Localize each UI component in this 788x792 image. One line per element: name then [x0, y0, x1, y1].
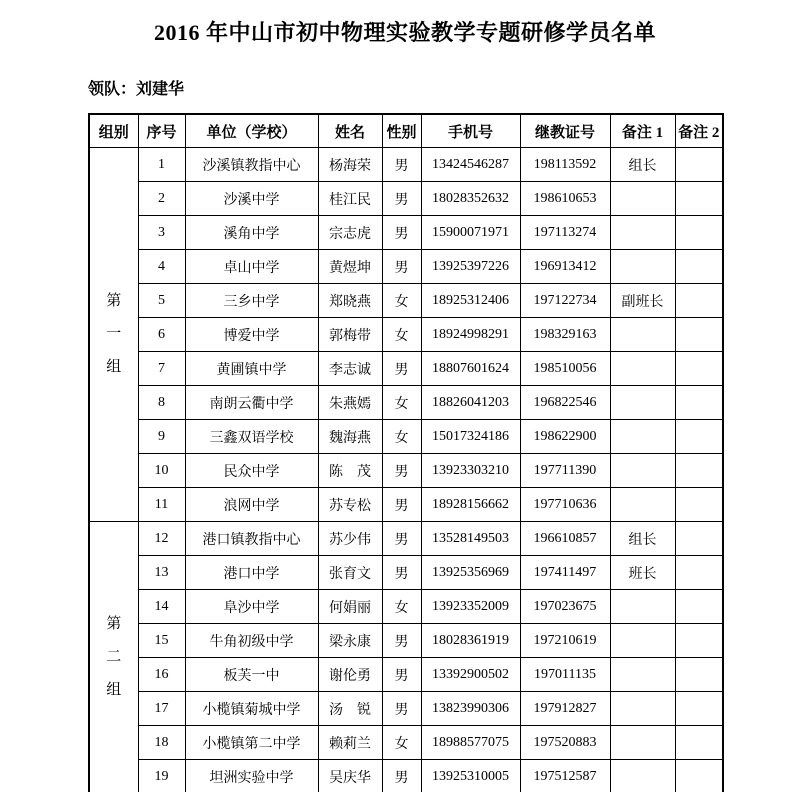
table-row [89, 658, 723, 692]
cell-note2 [675, 420, 723, 454]
cell-phone: 13925397226 [421, 250, 520, 284]
cell-gender: 男 [382, 522, 421, 556]
group-label-cell [89, 148, 138, 522]
cell-note1 [610, 216, 675, 250]
cell-phone: 13923352009 [421, 590, 520, 624]
cell-note1 [610, 658, 675, 692]
cell-school: 牛角初级中学 [185, 624, 318, 658]
cell-cert: 197411497 [520, 556, 610, 590]
cell-cert: 197520883 [520, 726, 610, 760]
cell-no: 14 [138, 590, 185, 624]
cell-no: 4 [138, 250, 185, 284]
cell-note1 [610, 760, 675, 792]
header-group: 组别 [89, 114, 138, 148]
cell-note2 [675, 692, 723, 726]
cell-name: 宗志虎 [318, 216, 382, 250]
cell-school: 黄圃镇中学 [185, 352, 318, 386]
cell-phone: 18925312406 [421, 284, 520, 318]
cell-note2 [675, 352, 723, 386]
table-row [89, 726, 723, 760]
table-row [89, 454, 723, 488]
cell-note1 [610, 590, 675, 624]
header-note1: 备注 1 [610, 114, 675, 148]
group-label-cell [89, 522, 138, 792]
cell-cert: 197210619 [520, 624, 610, 658]
header-cert: 继教证号 [520, 114, 610, 148]
cell-school: 三乡中学 [185, 284, 318, 318]
cell-note2 [675, 556, 723, 590]
header-name: 姓名 [318, 114, 382, 148]
cell-gender: 女 [382, 420, 421, 454]
cell-no: 5 [138, 284, 185, 318]
cell-phone: 18807601624 [421, 352, 520, 386]
cell-cert: 197512587 [520, 760, 610, 792]
cell-cert: 196610857 [520, 522, 610, 556]
cell-cert: 196913412 [520, 250, 610, 284]
table-row [89, 148, 723, 182]
cell-note2 [675, 216, 723, 250]
cell-no: 13 [138, 556, 185, 590]
cell-name: 赖莉兰 [318, 726, 382, 760]
cell-cert: 196822546 [520, 386, 610, 420]
cell-no: 19 [138, 760, 185, 792]
cell-cert: 197023675 [520, 590, 610, 624]
cell-gender: 男 [382, 692, 421, 726]
cell-phone: 13823990306 [421, 692, 520, 726]
table-row [89, 522, 723, 556]
cell-school: 板芙一中 [185, 658, 318, 692]
table-row [89, 284, 723, 318]
cell-school: 港口中学 [185, 556, 318, 590]
table-row [89, 182, 723, 216]
cell-note2 [675, 182, 723, 216]
table-row [89, 250, 723, 284]
cell-gender: 男 [382, 352, 421, 386]
cell-cert: 197912827 [520, 692, 610, 726]
cell-name: 苏专松 [318, 488, 382, 522]
cell-note1 [610, 624, 675, 658]
cell-gender: 女 [382, 590, 421, 624]
header-no: 序号 [138, 114, 185, 148]
cell-school: 沙溪中学 [185, 182, 318, 216]
cell-no: 16 [138, 658, 185, 692]
roster-table [88, 113, 724, 792]
cell-note1 [610, 318, 675, 352]
cell-no: 10 [138, 454, 185, 488]
cell-cert: 197710636 [520, 488, 610, 522]
cell-school: 卓山中学 [185, 250, 318, 284]
page-title: 2016 年中山市初中物理实验教学专题研修学员名单 [153, 20, 656, 45]
cell-school: 溪角中学 [185, 216, 318, 250]
cell-gender: 男 [382, 556, 421, 590]
cell-note2 [675, 726, 723, 760]
table-row [89, 216, 723, 250]
cell-gender: 男 [382, 148, 421, 182]
cell-cert: 198510056 [520, 352, 610, 386]
cell-school: 港口镇教指中心 [185, 522, 318, 556]
cell-note1 [610, 250, 675, 284]
cell-note2 [675, 624, 723, 658]
cell-note2 [675, 148, 723, 182]
cell-school: 三鑫双语学校 [185, 420, 318, 454]
cell-cert: 197011135 [520, 658, 610, 692]
cell-note1: 班长 [610, 556, 675, 590]
header-phone: 手机号 [421, 114, 520, 148]
cell-no: 9 [138, 420, 185, 454]
cell-gender: 男 [382, 454, 421, 488]
cell-cert: 197113274 [520, 216, 610, 250]
cell-phone: 15017324186 [421, 420, 520, 454]
cell-name: 陈 茂 [318, 454, 382, 488]
cell-phone: 18928156662 [421, 488, 520, 522]
cell-school: 沙溪镇教指中心 [185, 148, 318, 182]
cell-note1 [610, 352, 675, 386]
cell-name: 汤 锐 [318, 692, 382, 726]
cell-note1 [610, 182, 675, 216]
cell-phone: 18988577075 [421, 726, 520, 760]
cell-no: 6 [138, 318, 185, 352]
cell-gender: 男 [382, 658, 421, 692]
cell-phone: 18924998291 [421, 318, 520, 352]
cell-no: 17 [138, 692, 185, 726]
cell-name: 黄煜坤 [318, 250, 382, 284]
cell-gender: 男 [382, 216, 421, 250]
cell-note2 [675, 454, 723, 488]
cell-gender: 男 [382, 488, 421, 522]
cell-school: 南朗云衢中学 [185, 386, 318, 420]
cell-name: 张育文 [318, 556, 382, 590]
cell-note2 [675, 386, 723, 420]
cell-phone: 18028352632 [421, 182, 520, 216]
table-row [89, 352, 723, 386]
cell-cert: 198113592 [520, 148, 610, 182]
cell-cert: 197711390 [520, 454, 610, 488]
cell-phone: 13925310005 [421, 760, 520, 792]
header-row [89, 114, 723, 148]
cell-phone: 13392900502 [421, 658, 520, 692]
cell-cert: 198610653 [520, 182, 610, 216]
cell-no: 3 [138, 216, 185, 250]
cell-school: 阜沙中学 [185, 590, 318, 624]
cell-name: 梁永康 [318, 624, 382, 658]
table-header [89, 114, 723, 148]
cell-name: 郑晓燕 [318, 284, 382, 318]
cell-no: 8 [138, 386, 185, 420]
table-row [89, 692, 723, 726]
cell-note2 [675, 250, 723, 284]
cell-note2 [675, 522, 723, 556]
leader-label: 领队：刘建华 [88, 81, 185, 98]
table-row [89, 420, 723, 454]
cell-note2 [675, 760, 723, 792]
cell-name: 李志诚 [318, 352, 382, 386]
cell-no: 11 [138, 488, 185, 522]
cell-school: 浪网中学 [185, 488, 318, 522]
cell-no: 18 [138, 726, 185, 760]
cell-note1 [610, 692, 675, 726]
cell-no: 2 [138, 182, 185, 216]
cell-phone: 13528149503 [421, 522, 520, 556]
cell-gender: 男 [382, 624, 421, 658]
cell-gender: 女 [382, 284, 421, 318]
cell-note1 [610, 386, 675, 420]
cell-name: 魏海燕 [318, 420, 382, 454]
group-label: 第二组 [106, 616, 122, 698]
cell-no: 1 [138, 148, 185, 182]
cell-note1 [610, 488, 675, 522]
cell-name: 杨海荣 [318, 148, 382, 182]
cell-name: 桂江民 [318, 182, 382, 216]
cell-note1 [610, 420, 675, 454]
table-row [89, 488, 723, 522]
table-row [89, 386, 723, 420]
cell-phone: 13424546287 [421, 148, 520, 182]
cell-name: 苏少伟 [318, 522, 382, 556]
cell-note1: 组长 [610, 148, 675, 182]
cell-cert: 198329163 [520, 318, 610, 352]
cell-no: 12 [138, 522, 185, 556]
cell-note2 [675, 284, 723, 318]
cell-note2 [675, 590, 723, 624]
cell-phone: 18826041203 [421, 386, 520, 420]
cell-name: 朱燕嫣 [318, 386, 382, 420]
table-row [89, 556, 723, 590]
header-gender: 性别 [382, 114, 421, 148]
cell-name: 吴庆华 [318, 760, 382, 792]
cell-school: 小榄镇第二中学 [185, 726, 318, 760]
cell-note1 [610, 454, 675, 488]
cell-cert: 198622900 [520, 420, 610, 454]
cell-cert: 197122734 [520, 284, 610, 318]
cell-no: 15 [138, 624, 185, 658]
cell-note2 [675, 658, 723, 692]
cell-gender: 女 [382, 386, 421, 420]
cell-gender: 男 [382, 760, 421, 792]
cell-no: 7 [138, 352, 185, 386]
table-body [89, 148, 723, 792]
cell-school: 民众中学 [185, 454, 318, 488]
header-school: 单位（学校） [185, 114, 318, 148]
cell-school: 坦洲实验中学 [185, 760, 318, 792]
cell-gender: 女 [382, 726, 421, 760]
cell-phone: 15900071971 [421, 216, 520, 250]
table-row [89, 624, 723, 658]
cell-name: 郭梅带 [318, 318, 382, 352]
table-row [89, 318, 723, 352]
cell-name: 何娟丽 [318, 590, 382, 624]
header-note2: 备注 2 [675, 114, 723, 148]
cell-phone: 13925356969 [421, 556, 520, 590]
cell-note2 [675, 318, 723, 352]
table-row [89, 760, 723, 792]
table-row [89, 590, 723, 624]
cell-phone: 18028361919 [421, 624, 520, 658]
cell-note1: 组长 [610, 522, 675, 556]
cell-gender: 男 [382, 250, 421, 284]
cell-note1: 副班长 [610, 284, 675, 318]
cell-name: 谢伦勇 [318, 658, 382, 692]
cell-school: 博爱中学 [185, 318, 318, 352]
cell-school: 小榄镇菊城中学 [185, 692, 318, 726]
cell-gender: 女 [382, 318, 421, 352]
cell-phone: 13923303210 [421, 454, 520, 488]
group-label: 第一组 [106, 293, 122, 375]
cell-note2 [675, 488, 723, 522]
cell-gender: 男 [382, 182, 421, 216]
cell-note1 [610, 726, 675, 760]
